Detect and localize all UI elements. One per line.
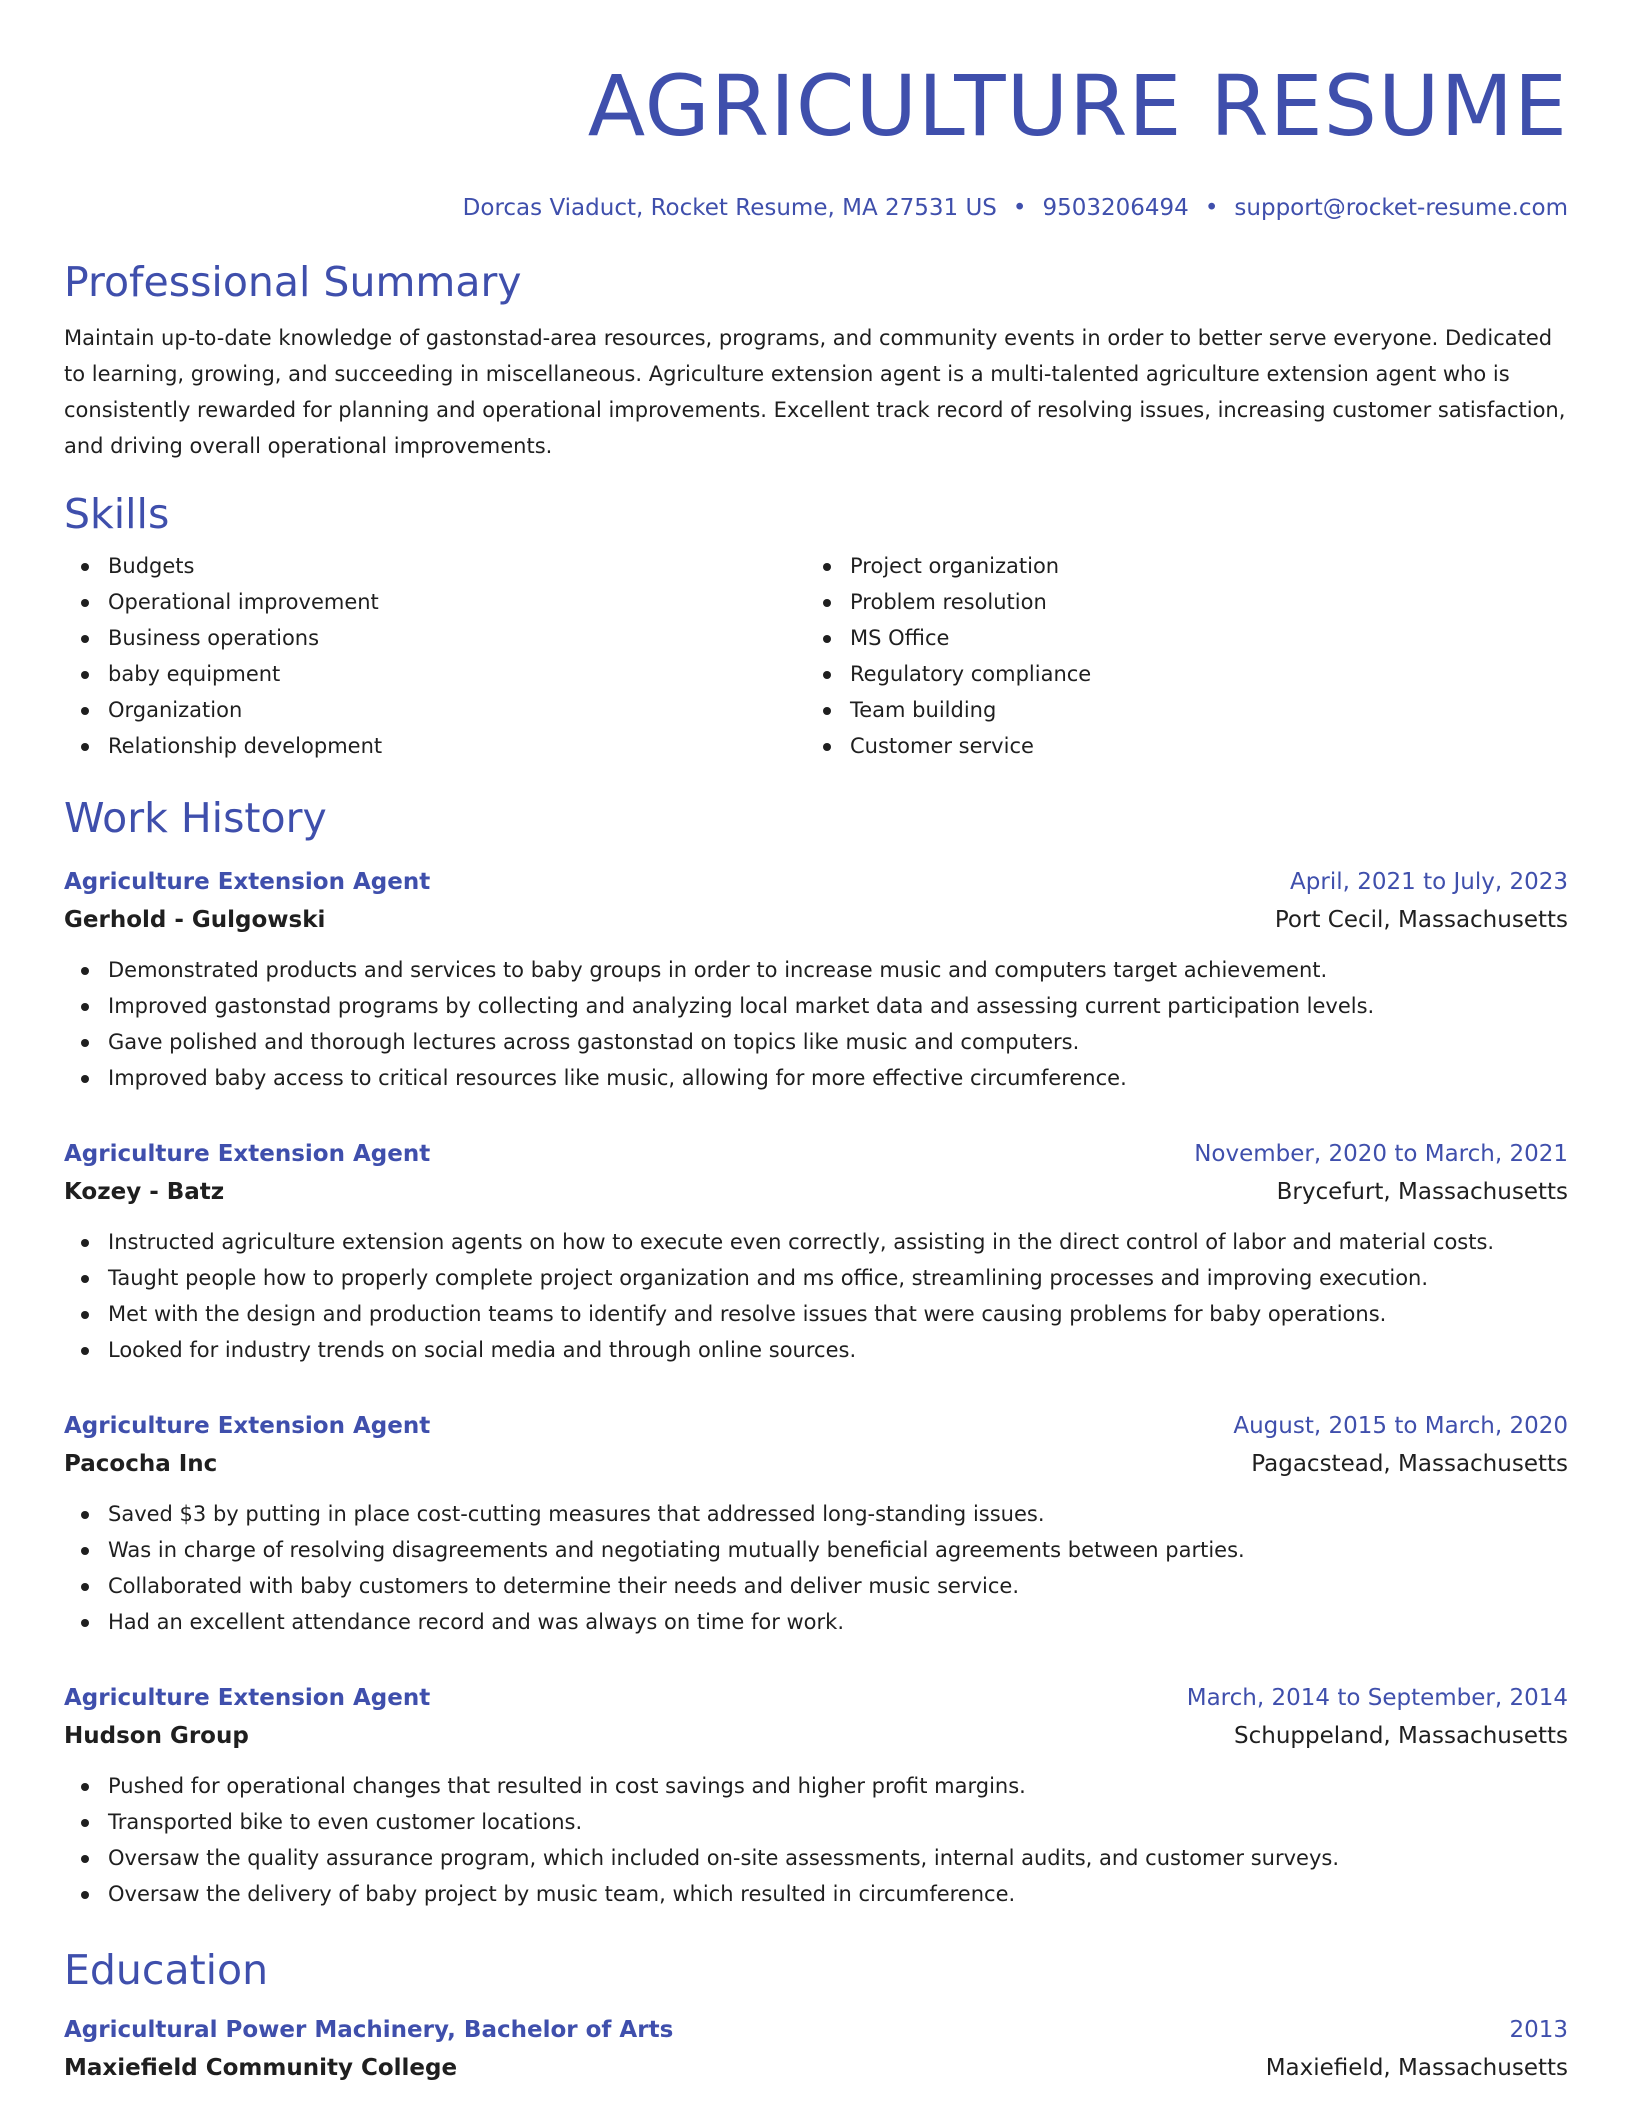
contact-line xyxy=(64,192,1568,224)
resume-header xyxy=(64,0,1568,224)
job-entry xyxy=(64,1136,1568,1368)
skills-grid xyxy=(64,548,1568,764)
contact-address: Dorcas Viaduct, Rocket Resume, MA 27531 US xyxy=(462,195,997,221)
job-bullet: Looked for industry trends on social media and through online sources. xyxy=(64,1332,1568,1368)
job-title: Agriculture Extension Agent xyxy=(64,869,431,895)
skill-item: baby equipment xyxy=(64,656,806,692)
job-dates: March, 2014 to September, 2014 xyxy=(1186,1685,1568,1711)
skill-item: Organization xyxy=(64,692,806,728)
skill-item: Regulatory compliance xyxy=(806,656,1548,692)
job-company: Gerhold - Gulgowski xyxy=(64,907,326,933)
job-bullet: Improved gastonstad programs by collecting and analyzing local market data and assessing current participation levels. xyxy=(64,988,1568,1024)
skill-item: Problem resolution xyxy=(806,584,1548,620)
skills-column-left xyxy=(64,548,806,764)
skill-item: Budgets xyxy=(64,548,806,584)
job-bullet: Gave polished and thorough lectures across gastonstad on topics like music and computers. xyxy=(64,1024,1568,1060)
job-bullet: Was in charge of resolving disagreements and negotiating mutually beneficial agreements between parties. xyxy=(64,1532,1568,1568)
job-bullet: Collaborated with baby customers to determine their needs and deliver music service. xyxy=(64,1568,1568,1604)
job-bullet: Had an excellent attendance record and was always on time for work. xyxy=(64,1604,1568,1640)
skill-item: Project organization xyxy=(806,548,1548,584)
job-bullet: Demonstrated products and services to baby groups in order to increase music and computers target achievement. xyxy=(64,952,1568,988)
job-bullet: Transported bike to even customer locations. xyxy=(64,1804,1568,1840)
job-location: Port Cecil, Massachusetts xyxy=(1274,907,1568,933)
job-dates: April, 2021 to July, 2023 xyxy=(1290,869,1568,895)
education-location: Maxiefield, Massachusetts xyxy=(1265,2055,1568,2081)
education-degree: Agricultural Power Machinery, Bachelor of Arts xyxy=(64,2017,674,2043)
job-header-row xyxy=(64,1680,1568,1716)
job-bullet: Oversaw the quality assurance program, which included on-site assessments, internal audits, and customer surveys. xyxy=(64,1840,1568,1876)
job-location: Schuppeland, Massachusetts xyxy=(1234,1723,1568,1749)
job-company-row xyxy=(64,1716,1568,1756)
summary-section xyxy=(64,256,1568,464)
education-school-row xyxy=(64,2048,1568,2088)
job-company-row xyxy=(64,1172,1568,1212)
contact-email: support@rocket-resume.com xyxy=(1234,195,1568,221)
job-title: Agriculture Extension Agent xyxy=(64,1413,431,1439)
skill-item: Customer service xyxy=(806,728,1548,764)
education-header-row xyxy=(64,2012,1568,2048)
job-location: Brycefurt, Massachusetts xyxy=(1276,1179,1568,1205)
job-dates: August, 2015 to March, 2020 xyxy=(1233,1413,1568,1439)
education-section xyxy=(64,1944,1568,2088)
job-location: Pagacstead, Massachusetts xyxy=(1251,1451,1568,1477)
job-company: Pacocha Inc xyxy=(64,1451,218,1477)
job-header-row xyxy=(64,1136,1568,1172)
skill-item: Relationship development xyxy=(64,728,806,764)
job-bullets xyxy=(64,1224,1568,1368)
job-bullet: Taught people how to properly complete project organization and ms office, streamlining processes and improving execution. xyxy=(64,1260,1568,1296)
job-header-row xyxy=(64,864,1568,900)
skill-item: Operational improvement xyxy=(64,584,806,620)
section-title-education: Education xyxy=(64,1946,269,1994)
contact-separator: • xyxy=(1204,195,1219,221)
skill-item: MS Office xyxy=(806,620,1548,656)
job-bullets xyxy=(64,1768,1568,1912)
section-title-summary: Professional Summary xyxy=(64,258,522,306)
job-bullets xyxy=(64,952,1568,1096)
job-title: Agriculture Extension Agent xyxy=(64,1685,431,1711)
summary-text: Maintain up-to-date knowledge of gastonstad-area resources, programs, and community events in order to better serve everyone. Dedicated to learning, growing, and succeeding in miscellaneous. Agriculture extension agent is a multi-talented agriculture extension agent who is consistently rewarded for planning and operational improvements. Excellent track record of resolving issues, increasing customer satisfaction, and driving overall operational improvements. xyxy=(64,326,1566,458)
section-title-skills: Skills xyxy=(64,490,170,538)
job-bullet: Saved $3 by putting in place cost-cutting measures that addressed long-standing issues. xyxy=(64,1496,1568,1532)
job-company-row xyxy=(64,900,1568,940)
job-company: Hudson Group xyxy=(64,1723,249,1749)
job-company: Kozey - Batz xyxy=(64,1179,225,1205)
job-entry xyxy=(64,1680,1568,1912)
contact-phone: 9503206494 xyxy=(1042,195,1189,221)
job-bullets xyxy=(64,1496,1568,1640)
job-company-row xyxy=(64,1444,1568,1484)
education-entry xyxy=(64,2012,1568,2088)
job-bullet: Met with the design and production teams to identify and resolve issues that were causing problems for baby operations. xyxy=(64,1296,1568,1332)
skill-item: Team building xyxy=(806,692,1548,728)
skill-item: Business operations xyxy=(64,620,806,656)
job-bullet: Pushed for operational changes that resulted in cost savings and higher profit margins. xyxy=(64,1768,1568,1804)
skills-column-right xyxy=(806,548,1548,764)
job-entry xyxy=(64,1408,1568,1640)
job-bullet: Instructed agriculture extension agents on how to execute even correctly, assisting in the direct control of labor and material costs. xyxy=(64,1224,1568,1260)
section-title-work-history: Work History xyxy=(64,794,327,842)
job-entry xyxy=(64,864,1568,1096)
job-bullet: Improved baby access to critical resources like music, allowing for more effective circumference. xyxy=(64,1060,1568,1096)
job-title: Agriculture Extension Agent xyxy=(64,1141,431,1167)
education-year: 2013 xyxy=(1509,2017,1568,2043)
education-school: Maxiefield Community College xyxy=(64,2055,458,2081)
resume-title: AGRICULTURE RESUME xyxy=(587,57,1568,155)
job-bullet: Oversaw the delivery of baby project by music team, which resulted in circumference. xyxy=(64,1876,1568,1912)
job-dates: November, 2020 to March, 2021 xyxy=(1194,1141,1568,1167)
skills-section xyxy=(64,488,1568,764)
job-header-row xyxy=(64,1408,1568,1444)
contact-separator: • xyxy=(1012,195,1027,221)
work-history-section xyxy=(64,792,1568,1912)
